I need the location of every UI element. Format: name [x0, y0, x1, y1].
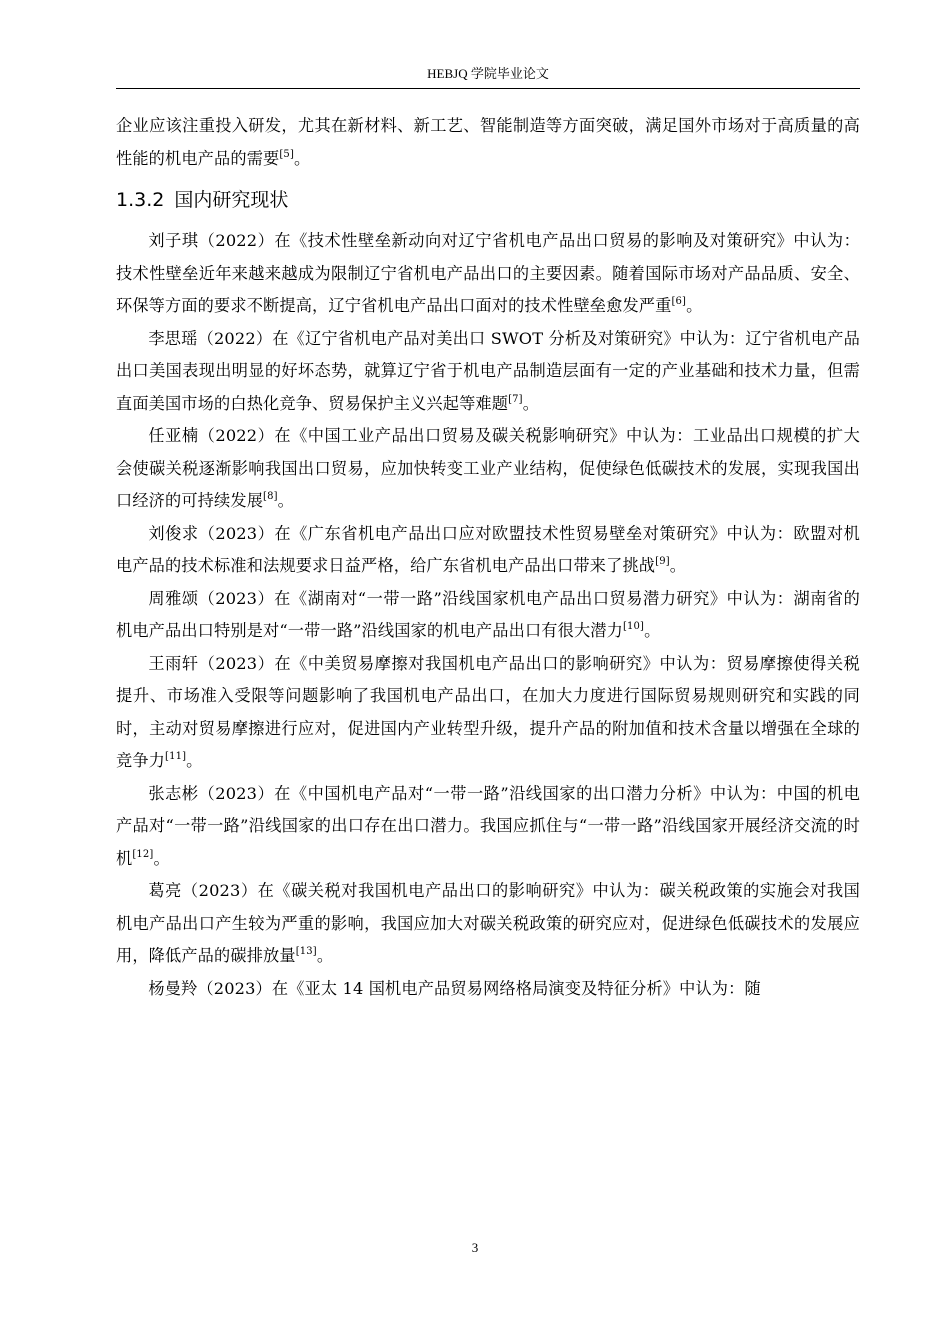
body-paragraph: 刘俊求（2023）在《广东省机电产品出口应对欧盟技术性贸易壁垒对策研究》中认为：欧盟对机电产品的技术标准和法规要求日益严格，给广东省机电产品出口带来了挑战[9]。 — [116, 523, 860, 575]
citation-ref: [8] — [263, 491, 278, 502]
citation-ref: [9] — [655, 556, 670, 567]
citation-ref: [11] — [165, 751, 187, 762]
continuation-paragraph: 企业应该注重投入研发，尤其在新材料、新工艺、智能制造等方面突破，满足国外市场对于高质量的高性能的机电产品的需要[5]。 — [116, 116, 860, 168]
citation-ref: [10] — [622, 621, 645, 632]
citation-ref: [7] — [508, 393, 523, 405]
body-paragraph: 刘子琪（2022）在《技术性壁垒新动向对辽宁省机电产品出口贸易的影响及对策研究》中认为：技术性壁垒近年来越来越成为限制辽宁省机电产品出口的主要因素。随着国际市场对产品品质、安全、环保等方面的要求不断提高，辽宁省机电产品出口面对的技术性壁垒愈发严重[6]。 — [116, 231, 860, 315]
body-paragraph: 李思瑶（2022）在《辽宁省机电产品对美出口 SWOT 分析及对策研究》中认为：辽宁省机电产品出口美国表现出明显的好坏态势，就算辽宁省于机电产品制造层面有一定的产业基础和技术力量，但需直面美国市场的白热化竞争、贸易保护主义兴起等难题[7]。 — [116, 328, 860, 413]
page-header — [116, 64, 860, 89]
section-title: 国内研究现状 — [174, 189, 289, 211]
section-heading — [116, 185, 860, 215]
body-paragraph: 张志彬（2023）在《中国机电产品对“一带一路”沿线国家的出口潜力分析》中认为：中国的机电产品对“一带一路”沿线国家的出口存在出口潜力。我国应抓住与“一带一路”沿线国家开展经济交流的时机[12]。 — [116, 783, 860, 868]
citation-ref: [13] — [295, 946, 317, 957]
header-title: HEBJQ 学院毕业论文 — [427, 66, 549, 81]
citation-ref: [6] — [671, 296, 687, 307]
body-paragraph: 周雅颂（2023）在《湖南对“一带一路”沿线国家机电产品出口贸易潜力研究》中认为：湖南省的机电产品出口特别是对“一带一路”沿线国家的机电产品出口有很大潜力[10]。 — [116, 588, 860, 640]
body-paragraph: 王雨轩（2023）在《中美贸易摩擦对我国机电产品出口的影响研究》中认为：贸易摩擦使得关税提升、市场准入受限等问题影响了我国机电产品出口，在加大力度进行国际贸易规则研究和实践的同时，主动对贸易摩擦进行应对，促进国内产业转型升级，提升产品的附加值和技术含量以增强在全球的竞争力[11]。 — [116, 653, 860, 770]
page-body — [116, 110, 860, 1005]
body-paragraph: 任亚楠（2022）在《中国工业产品出口贸易及碳关税影响研究》中认为：工业品出口规模的扩大会使碳关税逐渐影响我国出口贸易，应加快转变工业产业结构，促使绿色低碳技术的发展，实现我国出口经济的可持续发展[8]。 — [116, 426, 860, 510]
citation-ref: [12] — [132, 848, 154, 860]
page-footer — [0, 1240, 950, 1256]
body-paragraph: 杨曼羚（2023）在《亚太 14 国机电产品贸易网络格局演变及特征分析》中认为：随 — [148, 978, 761, 998]
citation-ref: [5] — [279, 148, 294, 160]
body-paragraph: 葛亮（2023）在《碳关税对我国机电产品出口的影响研究》中认为：碳关税政策的实施会对我国机电产品出口产生较为严重的影响，我国应加大对碳关税政策的研究应对，促进绿色低碳技术的发展应用，降低产品的碳排放量[13]。 — [116, 881, 860, 965]
section-number: 1.3.2 — [116, 189, 165, 211]
page-number: 3 — [471, 1240, 479, 1255]
